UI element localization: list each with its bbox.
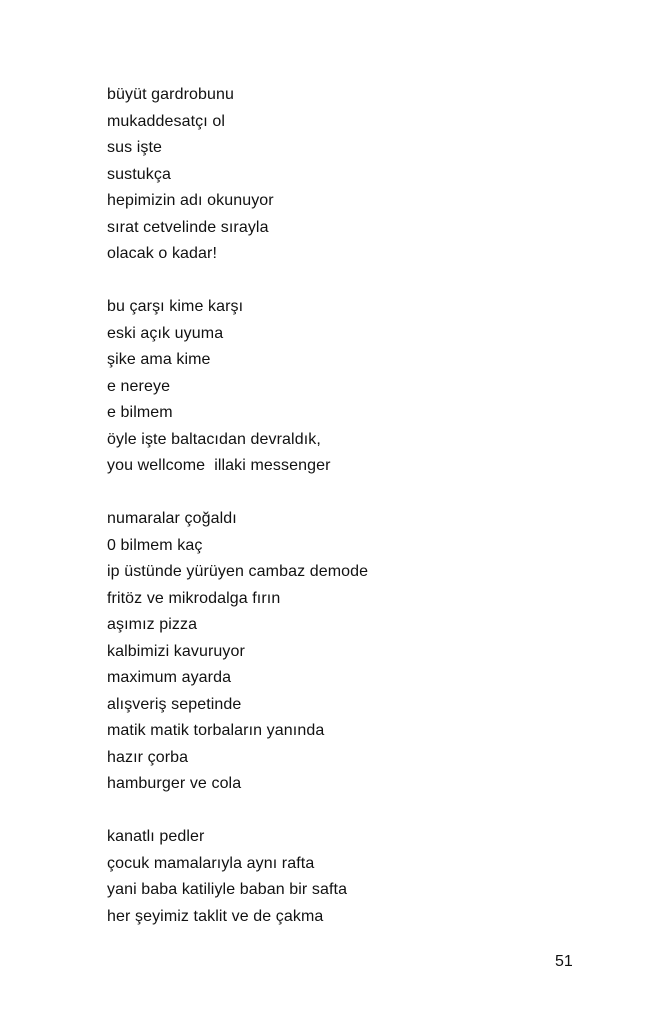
- poem-line: yani baba katiliyle baban bir safta: [107, 881, 348, 898]
- poem-line: 0 bilmem kaç: [107, 536, 203, 554]
- page-number: 51: [555, 953, 573, 970]
- poem-line: sustukça: [107, 165, 171, 183]
- stanza-1: [107, 82, 607, 268]
- poem-line: sus işte: [107, 139, 163, 156]
- poem-line: çocuk mamalarıyla aynı rafta: [107, 854, 315, 872]
- poem-line: e nereye: [107, 377, 171, 395]
- stanza-4: [107, 824, 607, 930]
- poem-line: kanatlı pedler: [107, 828, 205, 845]
- poem-line: sırat cetvelinde sırayla: [107, 218, 269, 236]
- poem-line: e bilmem: [107, 404, 173, 421]
- poem-line: aşımız pizza: [107, 616, 198, 633]
- poem-line: maximum ayarda: [107, 669, 232, 686]
- poem-line: numaralar çoğaldı: [107, 510, 237, 527]
- poem-line: fritöz ve mikrodalga fırın: [107, 589, 281, 607]
- poem-line: you wellcome illaki messenger: [107, 457, 331, 474]
- poem-line: bu çarşı kime karşı: [107, 298, 244, 315]
- poem-line: hamburger ve cola: [107, 775, 242, 792]
- poem-line: öyle işte baltacıdan devraldık,: [107, 430, 321, 448]
- stanza-2: [107, 294, 607, 480]
- poem-line: hepimizin adı okunuyor: [107, 192, 274, 209]
- poem-line: şike ama kime: [107, 351, 211, 368]
- poem-line: mukaddesatçı ol: [107, 112, 226, 130]
- poem-body: [107, 82, 607, 957]
- poem-line: olacak o kadar!: [107, 245, 218, 262]
- poem-line: eski açık uyuma: [107, 324, 224, 342]
- poem-line: alışveriş sepetinde: [107, 695, 242, 713]
- poem-line: matik matik torbaların yanında: [107, 722, 325, 739]
- poem-line: hazır çorba: [107, 748, 189, 766]
- poem-line: her şeyimiz taklit ve de çakma: [107, 907, 324, 925]
- stanza-3: [107, 506, 607, 798]
- poem-line: ip üstünde yürüyen cambaz demode: [107, 563, 369, 580]
- poem-line: kalbimizi kavuruyor: [107, 642, 245, 660]
- poem-line: büyüt gardrobunu: [107, 86, 235, 103]
